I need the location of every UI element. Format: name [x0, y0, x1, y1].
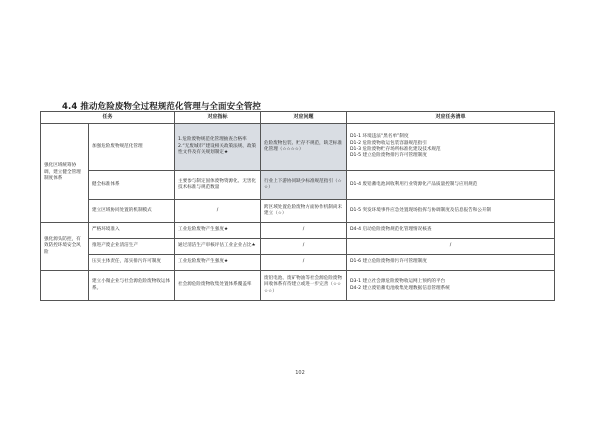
task-list-cell: D1-1 环境违法“黑名单”制度 D1-2 危险废物收运包装容器规范指引 D1-3 危险废物贮存场所标准化建设技术规范 D1-5 建立危险废物排污许可管理制度: [347, 124, 555, 171]
task-cell: 加强危险废物规范化管理: [89, 124, 175, 171]
task-cell: 健全标准体系: [89, 171, 175, 200]
table-row: [41, 171, 555, 200]
problem-cell: 跨区域处置危险废物方面协作机制尚未建立（☆）: [261, 200, 347, 223]
task-list-cell: D4-4 启动危险废物规范化管理情况核查: [347, 223, 555, 239]
task-cell: 压实主体责任，落实排污许可制度: [89, 255, 175, 271]
indicator-cell: 通过清洁生产审核评估工业企业占比★: [175, 239, 261, 255]
indicator-cell: 工业危险废物产生强度★: [175, 223, 261, 239]
problem-cell: 废铅电池、废矿物油等社会源危险废物回收体系有待建立或进一步完善（☆☆☆☆）: [261, 271, 347, 301]
header-task-list: 对应任务清单: [347, 112, 555, 124]
table-row: [41, 271, 555, 301]
table-row: [41, 255, 555, 271]
table-header-row: [41, 112, 555, 124]
table-row: [41, 124, 555, 171]
table-row: [41, 223, 555, 239]
indicator-cell: 1.危险废物规范化管理抽查合格率 2.“无废城市”建设相关政策法规、政策性文件及有关规划制定★: [175, 124, 261, 171]
task-list-cell: D1-4 废铅蓄电池回收利用行业资源化产品质量控制与应用规范: [347, 171, 555, 200]
table-row: [41, 200, 555, 223]
area-cell: 强化源头防控，有效防控环境安全风险: [41, 223, 89, 271]
problem-cell: 行业上下游协同缺少标准规范指引（☆☆）: [261, 171, 347, 200]
indicator-cell: 工业危险废物产生强度★: [175, 255, 261, 271]
area-cell: 强化区域统筹协调，建立健全管理制度体系: [41, 124, 89, 223]
section-heading: 4.4 推动危险废物全过程规范化管理与全面安全管控: [62, 102, 262, 112]
header-problem: 对应问题: [261, 112, 347, 124]
task-table: [40, 111, 555, 301]
task-list-cell: D1-6 建立危险废物排污许可管理制度: [347, 255, 555, 271]
indicator-cell: /: [175, 200, 261, 223]
header-indicator: 对应指标: [175, 112, 261, 124]
task-cell: 严格环境准入: [89, 223, 175, 239]
task-list-cell: D3-1 建立社会源危险废物收运网上预约的平台 D4-2 建立废铅蓄电池收集处理数据信息管理系统: [347, 271, 555, 301]
header-task: 任务: [41, 112, 175, 124]
problem-cell: /: [261, 255, 347, 271]
problem-cell: 危险废物包装、贮存不规范，缺乏标准化管理（☆☆☆☆）: [261, 124, 347, 171]
task-cell: 建立区域协同处置的机制模式: [89, 200, 175, 223]
task-cell: 建立小微企业与社会源危险废物收运体系。: [89, 271, 175, 301]
task-cell: 推进产废企业清洁生产: [89, 239, 175, 255]
indicator-cell: 主要参与制定固体废物资源化、无害化技术标准与规范数量: [175, 171, 261, 200]
table-row: [41, 239, 555, 255]
problem-cell: /: [261, 239, 347, 255]
task-list-cell: /: [347, 239, 555, 255]
page-number: 102: [295, 370, 305, 376]
area-cell: [41, 271, 89, 301]
problem-cell: /: [261, 223, 347, 239]
indicator-cell: 社会源危险废物收集处置体系覆盖率: [175, 271, 261, 301]
task-list-cell: D1-5 突发环境事件应急处置现场指挥与协调制度及信息报告和公开制: [347, 200, 555, 223]
